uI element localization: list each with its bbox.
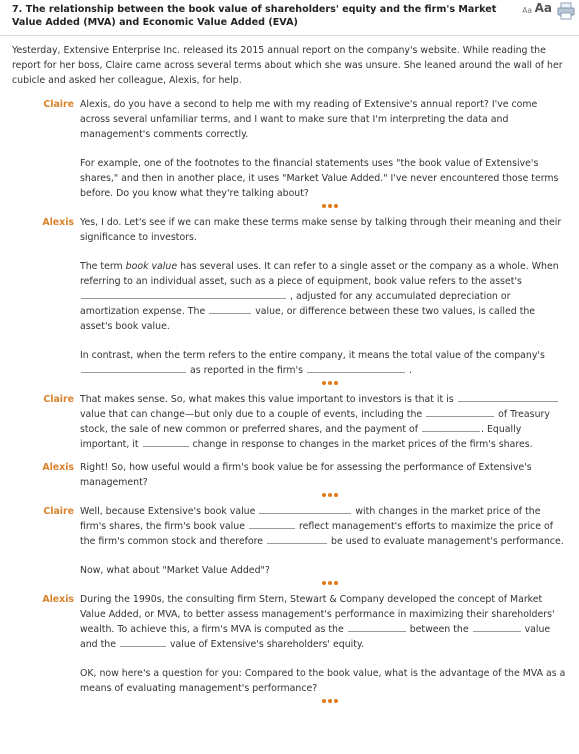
dialogue-text: The term book value has several uses. It can refer to a single asset or the company as a whole. When referring to an individual asset, such as a piece of equipment, book value refers to the asset's , adjusted for any accumulated depreciation or amortization expense. The value, or difference between these two values, is called the asset's book value. bbox=[80, 261, 559, 332]
continue-dots[interactable] bbox=[0, 378, 579, 392]
dialogue-claire-1 bbox=[0, 97, 579, 201]
continue-dots[interactable] bbox=[0, 696, 579, 710]
answer-dropdown[interactable] bbox=[259, 504, 351, 514]
speaker-label: Alexis bbox=[42, 462, 74, 473]
answer-dropdown[interactable] bbox=[143, 437, 189, 447]
answer-dropdown[interactable] bbox=[458, 392, 558, 402]
answer-dropdown[interactable] bbox=[81, 289, 286, 299]
dialogue-alexis-2 bbox=[0, 460, 579, 490]
answer-dropdown[interactable] bbox=[81, 363, 186, 373]
answer-dropdown[interactable] bbox=[422, 422, 480, 432]
answer-dropdown[interactable] bbox=[307, 363, 405, 373]
dialogue-text: In contrast, when the term refers to the entire company, it means the total value of the company's as reported in the firm's . bbox=[80, 350, 545, 376]
increase-font-button[interactable]: Aa bbox=[534, 1, 552, 15]
dialogue-claire-3 bbox=[0, 504, 579, 578]
dialogue-text: During the 1990s, the consulting firm Stern, Stewart & Company developed the concept of Market Value Added, or MVA, to better assess management's performance in maximizing their shareholders' wealth. To achieve this, a firm's MVA is computed as the between the value and the value of Extensive's shareholders' equity. bbox=[80, 594, 555, 650]
speaker-label: Alexis bbox=[42, 217, 74, 228]
intro-paragraph: Yesterday, Extensive Enterprise Inc. released its 2015 annual report on the company's website. While reading the report for her boss, Claire came across several terms about which she was unsure. She leaned around the wall of her cubicle and asked her colleague, Alexis, for help. bbox=[12, 45, 563, 86]
decrease-font-button[interactable]: Aa bbox=[522, 6, 532, 15]
continue-dots[interactable] bbox=[0, 490, 579, 504]
dialogue-text: Right! So, how useful would a firm's book value be for assessing the performance of Extensive's management? bbox=[80, 462, 532, 488]
dialogue-claire-2 bbox=[0, 392, 579, 452]
answer-dropdown[interactable] bbox=[209, 304, 251, 314]
question-title: 7. The relationship between the book value of shareholders' equity and the firm's Market Value Added (MVA) and Economic Value Added (EVA) bbox=[12, 4, 497, 28]
answer-dropdown[interactable] bbox=[120, 637, 166, 647]
dialogue-text: Yes, I do. Let's see if we can make these terms make sense by talking through their meaning and their significance to investors. bbox=[80, 217, 562, 243]
speaker-label: Claire bbox=[43, 99, 74, 110]
dialogue-text: OK, now here's a question for you: Compared to the book value, what is the advantage of the MVA as a means of evaluating management's performance? bbox=[80, 668, 566, 694]
answer-dropdown[interactable] bbox=[473, 622, 521, 632]
continue-dots[interactable] bbox=[0, 578, 579, 592]
dialogue-alexis-3 bbox=[0, 592, 579, 696]
speaker-label: Claire bbox=[43, 506, 74, 517]
dialogue-text: That makes sense. So, what makes this value important to investors is that it is value that can change—but only due to a couple of events, including the of Treasury stock, the sale of new common or preferred shares, and the payment of . Equally important, it change in response to changes in the market prices of the firm's shares. bbox=[80, 392, 567, 452]
printer-icon[interactable] bbox=[557, 2, 575, 20]
speaker-label: Claire bbox=[43, 394, 74, 405]
answer-dropdown[interactable] bbox=[348, 622, 406, 632]
dialogue-text: For example, one of the footnotes to the financial statements uses "the book value of Extensive's shares," and then in another place, it uses "Market Value Added." I've never encountered those terms before. Do you know what they're talking about? bbox=[80, 158, 559, 199]
question-header bbox=[0, 0, 579, 36]
answer-dropdown[interactable] bbox=[267, 534, 327, 544]
answer-dropdown[interactable] bbox=[249, 519, 295, 529]
dialogue-text: Well, because Extensive's book value with changes in the market price of the firm's shares, the firm's book value reflect management's efforts to maximize the price of the firm's common stock and therefore be used to evaluate management's performance. bbox=[80, 506, 564, 547]
speaker-label: Alexis bbox=[42, 594, 74, 605]
dialogue-alexis-1 bbox=[0, 215, 579, 378]
dialogue-text: Now, what about "Market Value Added"? bbox=[80, 565, 270, 576]
dialogue-text: Alexis, do you have a second to help me with my reading of Extensive's annual report? I've come across several unfamiliar terms, and I want to make sure that I'm interpreting the data and management's comments correctly. bbox=[80, 99, 538, 140]
continue-dots[interactable] bbox=[0, 201, 579, 215]
answer-dropdown[interactable] bbox=[426, 407, 494, 417]
